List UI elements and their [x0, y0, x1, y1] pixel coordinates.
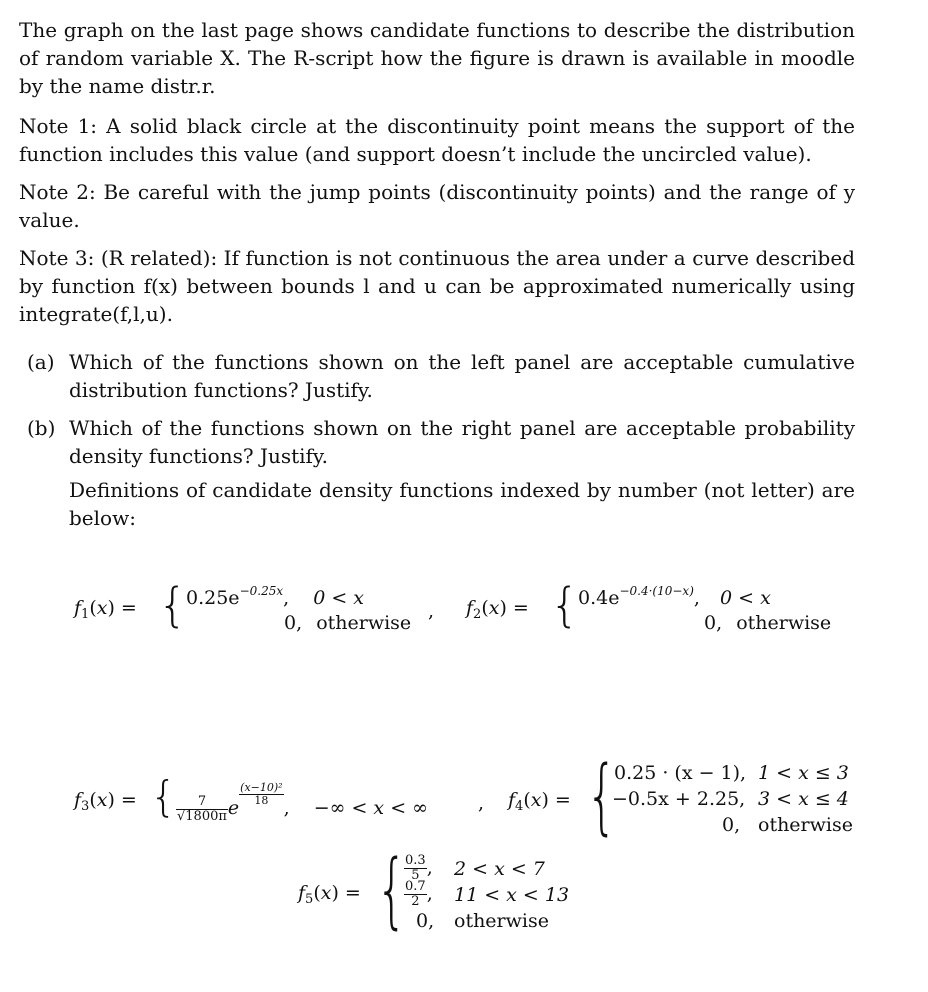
intro-paragraph: The graph on the last page shows candidate functions to describe the distribution of random variable X. The R-script how the figure is drawn is available in moodle by the name distr.r. — [19, 18, 855, 98]
f5-frac-2: $\frac{0.7}{2}$ — [405, 879, 426, 909]
f5-case-3: 0, otherwise — [416, 910, 549, 932]
f1-f2-separator: , — [428, 600, 435, 622]
f4-case-3: 0, otherwise — [722, 814, 853, 836]
f1-case-2: 0, otherwise — [284, 612, 412, 634]
note-3: Note 3: (R related): If function is not continuous the area under a curve described by function f(x) between bounds l and u can be approximated numerically using integrate(f,l,u). — [19, 246, 855, 326]
f2-case-2: 0, otherwise — [704, 612, 832, 634]
f4-brace: { — [586, 749, 618, 844]
f2-name: $f_2(x)$ = — [466, 597, 529, 622]
f3-coefficient: $\frac{7}{√1800\pi}$ — [177, 793, 227, 824]
f2-brace: { — [550, 578, 580, 632]
definitions-intro: Definitions of candidate density functions indexed by number (not letter) are below: — [69, 478, 855, 530]
question-b-label: (b) — [27, 416, 56, 440]
f1-case-1: $0.25e^{-0.25x}$, 0 < x — [186, 584, 365, 609]
question-b-text: Which of the functions shown on the right panel are acceptable probability density functions? Justify. — [69, 416, 855, 468]
f1-name: $f_1(x)$ = — [74, 597, 137, 622]
f4-case-2: −0.5x + 2.25, 3 < x ≤ 4 — [612, 788, 849, 810]
f3-exponent: $\frac{\text{(x−10)²}}{18}$ — [240, 781, 283, 807]
f5-frac-1: $\frac{0.3}{5}$ — [405, 853, 426, 883]
f5-brace: { — [376, 843, 408, 938]
f5-case-1: $\frac{0.3}{5}$ , 2 < x < 7 — [405, 853, 545, 883]
question-a-text: Which of the functions shown on the left panel are acceptable cumulative distribution functions? Justify. — [69, 350, 855, 402]
question-a-label: (a) — [27, 350, 55, 374]
f5-case-2: $\frac{0.7}{2}$ , 11 < x < 13 — [405, 879, 570, 909]
f3-case-1: $\frac{7}{√1800\pi}$ e $\frac{\text{(x−10)²}}{18}$ , −∞ < x < ∞ — [177, 781, 428, 824]
f3-brace: { — [150, 772, 177, 821]
f1-brace: { — [158, 578, 188, 632]
note-2: Note 2: Be careful with the jump points (discontinuity points) and the range of y value. — [19, 180, 855, 232]
f3-f4-separator: , — [478, 792, 485, 814]
f4-case-1: 0.25 · (x − 1), 1 < x ≤ 3 — [614, 762, 849, 784]
f2-case-1: $0.4e^{-0.4\cdot(10-x)}$, 0 < x — [578, 584, 771, 609]
note-1: Note 1: A solid black circle at the discontinuity point means the support of the function includes this value (and support doesn’t include the uncircled value). — [19, 114, 855, 166]
f5-name: $f_5(x)$ = — [298, 882, 361, 907]
f3-name: $f_3(x)$ = — [74, 789, 137, 814]
f4-name: $f_4(x)$ = — [508, 789, 571, 814]
